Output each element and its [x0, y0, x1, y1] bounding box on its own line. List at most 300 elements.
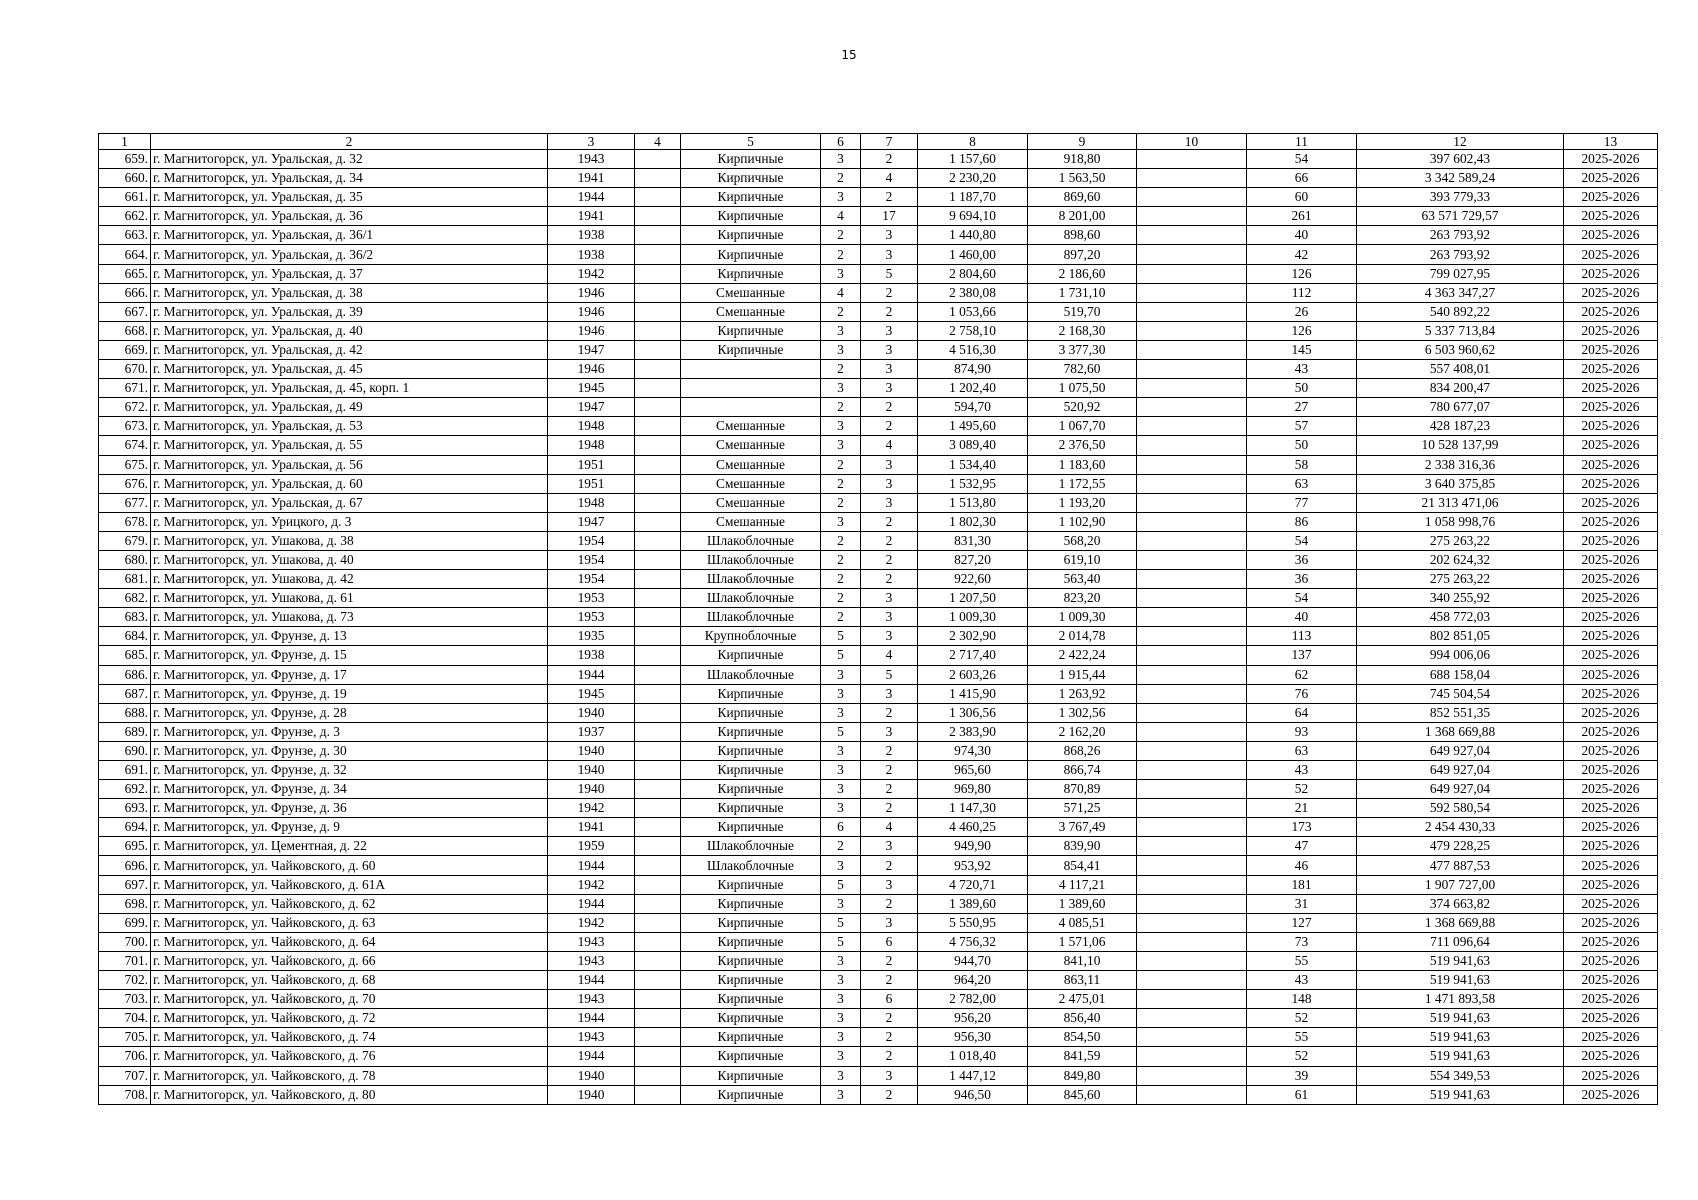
address-cell: г. Магнитогорск, ул. Урицкого, д. 3 — [151, 512, 548, 531]
col-4-cell — [635, 1066, 681, 1085]
table-row — [99, 226, 1658, 245]
living-area-cell: 2 475,01 — [1028, 990, 1137, 1009]
column-header: 8 — [918, 134, 1028, 150]
living-area-cell: 4 117,21 — [1028, 875, 1137, 894]
column-header: 4 — [635, 134, 681, 150]
table-row — [99, 589, 1658, 608]
living-area-cell: 854,50 — [1028, 1028, 1137, 1047]
total-area-cell: 2 302,90 — [918, 627, 1028, 646]
floors-cell: 5 — [821, 932, 861, 951]
wall-material-cell — [681, 360, 821, 379]
floors-cell: 2 — [821, 608, 861, 627]
table-row — [99, 1028, 1658, 1047]
total-area-cell: 969,80 — [918, 780, 1028, 799]
col-10-cell — [1137, 360, 1247, 379]
repair-period-cell: 2025-2026 — [1564, 894, 1658, 913]
cost-cell: 1 058 998,76 — [1357, 512, 1564, 531]
row-number-cell: 668. — [99, 321, 151, 340]
repair-period-cell: 2025-2026 — [1564, 340, 1658, 359]
col-10-cell — [1137, 550, 1247, 569]
entrances-cell: 4 — [861, 169, 918, 188]
row-number-cell: 667. — [99, 302, 151, 321]
address-cell: г. Магнитогорск, ул. Уральская, д. 37 — [151, 264, 548, 283]
address-cell: г. Магнитогорск, ул. Фрунзе, д. 19 — [151, 684, 548, 703]
total-area-cell: 2 603,26 — [918, 665, 1028, 684]
floors-cell: 5 — [821, 646, 861, 665]
col-10-cell — [1137, 837, 1247, 856]
total-area-cell: 1 532,95 — [918, 474, 1028, 493]
total-area-cell: 1 187,70 — [918, 188, 1028, 207]
total-area-cell: 974,30 — [918, 741, 1028, 760]
column-header: 7 — [861, 134, 918, 150]
wall-material-cell: Шлакоблочные — [681, 665, 821, 684]
table-row — [99, 493, 1658, 512]
year-built-cell: 1951 — [548, 455, 635, 474]
column-header: 12 — [1357, 134, 1564, 150]
living-area-cell: 841,59 — [1028, 1047, 1137, 1066]
table-row — [99, 627, 1658, 646]
col-4-cell — [635, 321, 681, 340]
entrances-cell: 2 — [861, 799, 918, 818]
table-row — [99, 188, 1658, 207]
repair-period-cell: 2025-2026 — [1564, 799, 1658, 818]
col-4-cell — [635, 818, 681, 837]
table-row — [99, 245, 1658, 264]
col-4-cell — [635, 188, 681, 207]
col-10-cell — [1137, 1047, 1247, 1066]
year-built-cell: 1944 — [548, 188, 635, 207]
year-built-cell: 1943 — [548, 951, 635, 970]
repair-period-cell: 2025-2026 — [1564, 531, 1658, 550]
address-cell: г. Магнитогорск, ул. Цементная, д. 22 — [151, 837, 548, 856]
row-number-cell: 708. — [99, 1085, 151, 1104]
col-10-cell — [1137, 417, 1247, 436]
year-built-cell: 1941 — [548, 207, 635, 226]
col-10-cell — [1137, 913, 1247, 932]
total-area-cell: 1 802,30 — [918, 512, 1028, 531]
wall-material-cell: Кирпичные — [681, 1085, 821, 1104]
entrances-cell: 3 — [861, 875, 918, 894]
column-header: 1 — [99, 134, 151, 150]
row-number-cell: 704. — [99, 1009, 151, 1028]
entrances-cell: 2 — [861, 1009, 918, 1028]
col-10-cell — [1137, 932, 1247, 951]
col-10-cell — [1137, 493, 1247, 512]
floors-cell: 3 — [821, 417, 861, 436]
living-area-cell: 1 302,56 — [1028, 703, 1137, 722]
total-area-cell: 827,20 — [918, 550, 1028, 569]
row-number-cell: 659. — [99, 150, 151, 169]
year-built-cell: 1945 — [548, 379, 635, 398]
col-4-cell — [635, 493, 681, 512]
year-built-cell: 1938 — [548, 646, 635, 665]
entrances-cell: 2 — [861, 283, 918, 302]
cost-cell: 6 503 960,62 — [1357, 340, 1564, 359]
repair-period-cell: 2025-2026 — [1564, 188, 1658, 207]
col-4-cell — [635, 417, 681, 436]
living-area-cell: 849,80 — [1028, 1066, 1137, 1085]
wall-material-cell: Шлакоблочные — [681, 608, 821, 627]
row-number-cell: 683. — [99, 608, 151, 627]
cost-cell: 649 927,04 — [1357, 761, 1564, 780]
living-area-cell: 568,20 — [1028, 531, 1137, 550]
living-area-cell: 519,70 — [1028, 302, 1137, 321]
residents-cell: 54 — [1247, 531, 1357, 550]
address-cell: г. Магнитогорск, ул. Уральская, д. 40 — [151, 321, 548, 340]
cost-cell: 340 255,92 — [1357, 589, 1564, 608]
row-number-cell: 695. — [99, 837, 151, 856]
table-row — [99, 550, 1658, 569]
year-built-cell: 1943 — [548, 990, 635, 1009]
floors-cell: 2 — [821, 398, 861, 417]
col-4-cell — [635, 722, 681, 741]
table-row — [99, 875, 1658, 894]
address-cell: г. Магнитогорск, ул. Чайковского, д. 70 — [151, 990, 548, 1009]
floors-cell: 3 — [821, 321, 861, 340]
year-built-cell: 1940 — [548, 1085, 635, 1104]
col-10-cell — [1137, 1066, 1247, 1085]
living-area-cell: 854,41 — [1028, 856, 1137, 875]
address-cell: г. Магнитогорск, ул. Чайковского, д. 68 — [151, 971, 548, 990]
year-built-cell: 1946 — [548, 283, 635, 302]
year-built-cell: 1938 — [548, 226, 635, 245]
floors-cell: 3 — [821, 780, 861, 799]
repair-period-cell: 2025-2026 — [1564, 379, 1658, 398]
floors-cell: 3 — [821, 1009, 861, 1028]
wall-material-cell: Кирпичные — [681, 169, 821, 188]
table-row — [99, 646, 1658, 665]
col-4-cell — [635, 340, 681, 359]
repair-period-cell: 2025-2026 — [1564, 245, 1658, 264]
col-10-cell — [1137, 589, 1247, 608]
living-area-cell: 3 377,30 — [1028, 340, 1137, 359]
row-number-cell: 681. — [99, 570, 151, 589]
wall-material-cell: Кирпичные — [681, 951, 821, 970]
col-10-cell — [1137, 990, 1247, 1009]
col-4-cell — [635, 684, 681, 703]
total-area-cell: 1 440,80 — [918, 226, 1028, 245]
row-number-cell: 678. — [99, 512, 151, 531]
entrances-cell: 2 — [861, 531, 918, 550]
residents-cell: 52 — [1247, 1047, 1357, 1066]
row-number-cell: 660. — [99, 169, 151, 188]
entrances-cell: 3 — [861, 360, 918, 379]
col-4-cell — [635, 932, 681, 951]
total-area-cell: 1 534,40 — [918, 455, 1028, 474]
table-row — [99, 951, 1658, 970]
column-header: 10 — [1137, 134, 1247, 150]
table-row — [99, 531, 1658, 550]
row-number-cell: 661. — [99, 188, 151, 207]
table-row — [99, 398, 1658, 417]
cost-cell: 3 342 589,24 — [1357, 169, 1564, 188]
repair-period-cell: 2025-2026 — [1564, 1085, 1658, 1104]
floors-cell: 3 — [821, 951, 861, 970]
row-number-cell: 685. — [99, 646, 151, 665]
address-cell: г. Магнитогорск, ул. Фрунзе, д. 28 — [151, 703, 548, 722]
total-area-cell: 1 306,56 — [918, 703, 1028, 722]
col-4-cell — [635, 207, 681, 226]
table-row — [99, 608, 1658, 627]
residents-cell: 52 — [1247, 780, 1357, 799]
living-area-cell: 897,20 — [1028, 245, 1137, 264]
entrances-cell: 2 — [861, 512, 918, 531]
cost-cell: 477 887,53 — [1357, 856, 1564, 875]
residents-cell: 62 — [1247, 665, 1357, 684]
table-row — [99, 169, 1658, 188]
cost-cell: 4 363 347,27 — [1357, 283, 1564, 302]
address-cell: г. Магнитогорск, ул. Уральская, д. 45 — [151, 360, 548, 379]
floors-cell: 3 — [821, 894, 861, 913]
year-built-cell: 1944 — [548, 856, 635, 875]
residents-cell: 73 — [1247, 932, 1357, 951]
living-area-cell: 563,40 — [1028, 570, 1137, 589]
cost-cell: 554 349,53 — [1357, 1066, 1564, 1085]
repair-period-cell: 2025-2026 — [1564, 321, 1658, 340]
year-built-cell: 1941 — [548, 818, 635, 837]
floors-cell: 3 — [821, 741, 861, 760]
year-built-cell: 1948 — [548, 436, 635, 455]
entrances-cell: 2 — [861, 150, 918, 169]
entrances-cell: 3 — [861, 837, 918, 856]
residents-cell: 86 — [1247, 512, 1357, 531]
floors-cell: 3 — [821, 379, 861, 398]
repair-period-cell: 2025-2026 — [1564, 818, 1658, 837]
col-4-cell — [635, 894, 681, 913]
repair-period-cell: 2025-2026 — [1564, 1028, 1658, 1047]
column-header: 13 — [1564, 134, 1658, 150]
residents-cell: 61 — [1247, 1085, 1357, 1104]
year-built-cell: 1943 — [548, 932, 635, 951]
entrances-cell: 2 — [861, 971, 918, 990]
living-area-cell: 1 183,60 — [1028, 455, 1137, 474]
floors-cell: 2 — [821, 474, 861, 493]
repair-period-cell: 2025-2026 — [1564, 570, 1658, 589]
cost-cell: 519 941,63 — [1357, 1009, 1564, 1028]
row-number-cell: 696. — [99, 856, 151, 875]
residents-cell: 145 — [1247, 340, 1357, 359]
floors-cell: 3 — [821, 684, 861, 703]
residents-cell: 54 — [1247, 589, 1357, 608]
year-built-cell: 1947 — [548, 398, 635, 417]
wall-material-cell: Смешанные — [681, 417, 821, 436]
total-area-cell: 1 513,80 — [918, 493, 1028, 512]
repair-period-cell: 2025-2026 — [1564, 627, 1658, 646]
total-area-cell: 946,50 — [918, 1085, 1028, 1104]
total-area-cell: 949,90 — [918, 837, 1028, 856]
year-built-cell: 1940 — [548, 703, 635, 722]
col-10-cell — [1137, 188, 1247, 207]
row-number-cell: 690. — [99, 741, 151, 760]
column-header: 3 — [548, 134, 635, 150]
floors-cell: 2 — [821, 169, 861, 188]
col-4-cell — [635, 913, 681, 932]
cost-cell: 263 793,92 — [1357, 245, 1564, 264]
table-row — [99, 512, 1658, 531]
col-4-cell — [635, 302, 681, 321]
repair-period-cell: 2025-2026 — [1564, 837, 1658, 856]
col-10-cell — [1137, 627, 1247, 646]
year-built-cell: 1940 — [548, 741, 635, 760]
repair-period-cell: 2025-2026 — [1564, 283, 1658, 302]
address-cell: г. Магнитогорск, ул. Чайковского, д. 72 — [151, 1009, 548, 1028]
wall-material-cell: Шлакоблочные — [681, 550, 821, 569]
entrances-cell: 5 — [861, 665, 918, 684]
wall-material-cell: Кирпичные — [681, 971, 821, 990]
cost-cell: 5 337 713,84 — [1357, 321, 1564, 340]
repair-period-cell: 2025-2026 — [1564, 932, 1658, 951]
residents-cell: 77 — [1247, 493, 1357, 512]
table-row — [99, 302, 1658, 321]
total-area-cell: 956,20 — [918, 1009, 1028, 1028]
entrances-cell: 3 — [861, 1066, 918, 1085]
repair-period-cell: 2025-2026 — [1564, 1066, 1658, 1085]
cost-cell: 1 907 727,00 — [1357, 875, 1564, 894]
wall-material-cell: Кирпичные — [681, 990, 821, 1009]
col-10-cell — [1137, 1028, 1247, 1047]
entrances-cell: 17 — [861, 207, 918, 226]
cost-cell: 802 851,05 — [1357, 627, 1564, 646]
residents-cell: 42 — [1247, 245, 1357, 264]
floors-cell: 5 — [821, 913, 861, 932]
floors-cell: 2 — [821, 226, 861, 245]
col-10-cell — [1137, 818, 1247, 837]
table-row — [99, 207, 1658, 226]
wall-material-cell: Кирпичные — [681, 684, 821, 703]
cost-cell: 458 772,03 — [1357, 608, 1564, 627]
table-row — [99, 913, 1658, 932]
entrances-cell: 3 — [861, 608, 918, 627]
repair-period-cell: 2025-2026 — [1564, 417, 1658, 436]
floors-cell: 6 — [821, 818, 861, 837]
repair-period-cell: 2025-2026 — [1564, 302, 1658, 321]
entrances-cell: 3 — [861, 493, 918, 512]
cost-cell: 428 187,23 — [1357, 417, 1564, 436]
wall-material-cell: Кирпичные — [681, 761, 821, 780]
repair-period-cell: 2025-2026 — [1564, 436, 1658, 455]
address-cell: г. Магнитогорск, ул. Фрунзе, д. 3 — [151, 722, 548, 741]
entrances-cell: 2 — [861, 398, 918, 417]
living-area-cell: 1 571,06 — [1028, 932, 1137, 951]
total-area-cell: 2 758,10 — [918, 321, 1028, 340]
col-10-cell — [1137, 379, 1247, 398]
col-4-cell — [635, 570, 681, 589]
residents-cell: 113 — [1247, 627, 1357, 646]
col-4-cell — [635, 531, 681, 550]
living-area-cell: 1 172,55 — [1028, 474, 1137, 493]
repair-period-cell: 2025-2026 — [1564, 741, 1658, 760]
col-10-cell — [1137, 741, 1247, 760]
residents-cell: 261 — [1247, 207, 1357, 226]
col-4-cell — [635, 799, 681, 818]
wall-material-cell: Кирпичные — [681, 1028, 821, 1047]
address-cell: г. Магнитогорск, ул. Фрунзе, д. 36 — [151, 799, 548, 818]
year-built-cell: 1954 — [548, 550, 635, 569]
total-area-cell: 9 694,10 — [918, 207, 1028, 226]
column-number-row — [99, 134, 1658, 150]
living-area-cell: 1 731,10 — [1028, 283, 1137, 302]
year-built-cell: 1942 — [548, 875, 635, 894]
row-number-cell: 662. — [99, 207, 151, 226]
address-cell: г. Магнитогорск, ул. Уральская, д. 60 — [151, 474, 548, 493]
floors-cell: 4 — [821, 207, 861, 226]
repair-period-cell: 2025-2026 — [1564, 1009, 1658, 1028]
entrances-cell: 2 — [861, 1047, 918, 1066]
address-cell: г. Магнитогорск, ул. Ушакова, д. 73 — [151, 608, 548, 627]
wall-material-cell: Шлакоблочные — [681, 856, 821, 875]
repair-period-cell: 2025-2026 — [1564, 398, 1658, 417]
col-10-cell — [1137, 703, 1247, 722]
repair-period-cell: 2025-2026 — [1564, 913, 1658, 932]
living-area-cell: 2 168,30 — [1028, 321, 1137, 340]
living-area-cell: 1 075,50 — [1028, 379, 1137, 398]
wall-material-cell: Кирпичные — [681, 150, 821, 169]
cost-cell: 649 927,04 — [1357, 741, 1564, 760]
wall-material-cell: Смешанные — [681, 493, 821, 512]
address-cell: г. Магнитогорск, ул. Фрунзе, д. 34 — [151, 780, 548, 799]
year-built-cell: 1943 — [548, 150, 635, 169]
table-row — [99, 360, 1658, 379]
row-number-cell: 666. — [99, 283, 151, 302]
address-cell: г. Магнитогорск, ул. Уральская, д. 45, корп. 1 — [151, 379, 548, 398]
repair-period-cell: 2025-2026 — [1564, 589, 1658, 608]
total-area-cell: 4 516,30 — [918, 340, 1028, 359]
floors-cell: 3 — [821, 436, 861, 455]
table-row — [99, 340, 1658, 359]
table-row — [99, 436, 1658, 455]
total-area-cell: 944,70 — [918, 951, 1028, 970]
total-area-cell: 953,92 — [918, 856, 1028, 875]
year-built-cell: 1944 — [548, 971, 635, 990]
row-number-cell: 675. — [99, 455, 151, 474]
cost-cell: 519 941,63 — [1357, 1028, 1564, 1047]
residents-cell: 39 — [1247, 1066, 1357, 1085]
year-built-cell: 1943 — [548, 1028, 635, 1047]
col-4-cell — [635, 837, 681, 856]
table-row — [99, 570, 1658, 589]
living-area-cell: 863,11 — [1028, 971, 1137, 990]
cost-cell: 1 368 669,88 — [1357, 722, 1564, 741]
row-number-cell: 699. — [99, 913, 151, 932]
entrances-cell: 2 — [861, 570, 918, 589]
year-built-cell: 1946 — [548, 360, 635, 379]
repair-period-cell: 2025-2026 — [1564, 550, 1658, 569]
address-cell: г. Магнитогорск, ул. Уральская, д. 42 — [151, 340, 548, 359]
address-cell: г. Магнитогорск, ул. Чайковского, д. 64 — [151, 932, 548, 951]
col-4-cell — [635, 1009, 681, 1028]
wall-material-cell: Смешанные — [681, 283, 821, 302]
col-4-cell — [635, 761, 681, 780]
wall-material-cell: Смешанные — [681, 436, 821, 455]
col-4-cell — [635, 436, 681, 455]
address-cell: г. Магнитогорск, ул. Чайковского, д. 63 — [151, 913, 548, 932]
address-cell: г. Магнитогорск, ул. Чайковского, д. 76 — [151, 1047, 548, 1066]
residents-cell: 36 — [1247, 570, 1357, 589]
cost-cell: 540 892,22 — [1357, 302, 1564, 321]
cost-cell: 994 006,06 — [1357, 646, 1564, 665]
repair-period-cell: 2025-2026 — [1564, 360, 1658, 379]
year-built-cell: 1941 — [548, 169, 635, 188]
row-number-cell: 686. — [99, 665, 151, 684]
cost-cell: 519 941,63 — [1357, 1047, 1564, 1066]
col-4-cell — [635, 875, 681, 894]
col-10-cell — [1137, 264, 1247, 283]
floors-cell: 3 — [821, 188, 861, 207]
total-area-cell: 1 495,60 — [918, 417, 1028, 436]
living-area-cell: 856,40 — [1028, 1009, 1137, 1028]
address-cell: г. Магнитогорск, ул. Уральская, д. 34 — [151, 169, 548, 188]
wall-material-cell: Кирпичные — [681, 340, 821, 359]
